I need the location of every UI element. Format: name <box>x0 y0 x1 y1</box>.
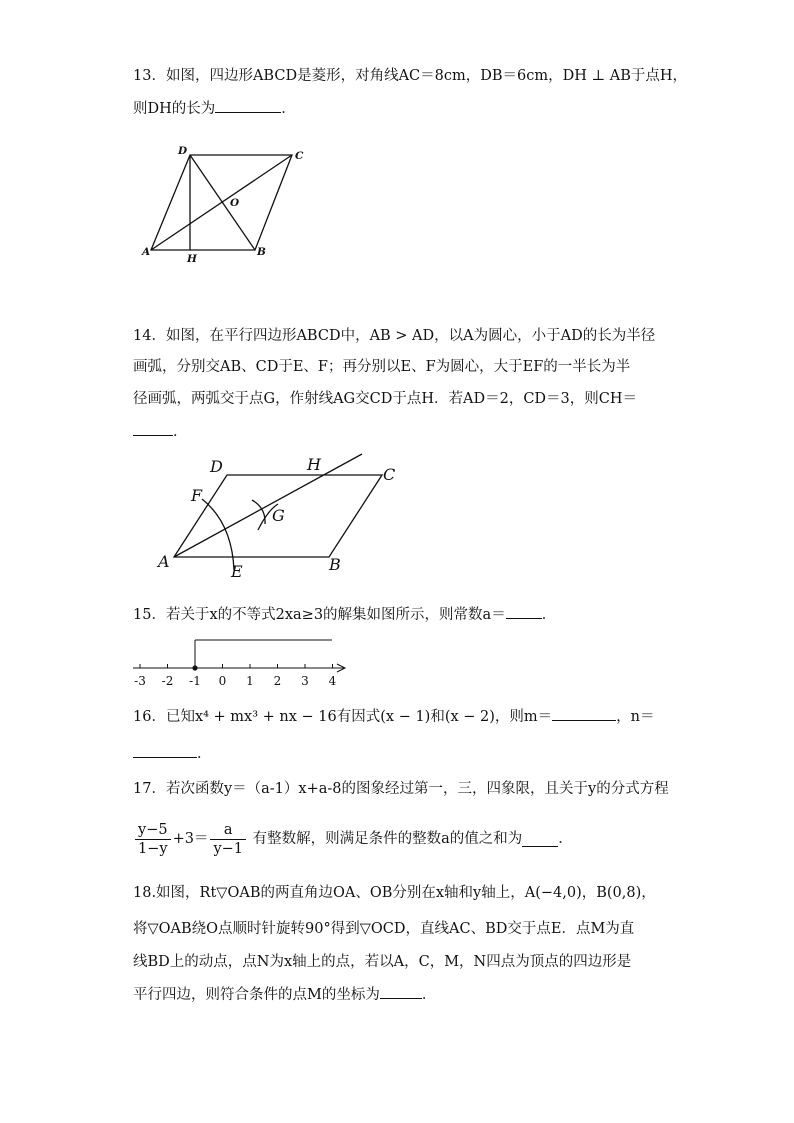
q16-answer-blank-m <box>552 706 616 721</box>
tick-label: 3 <box>301 674 309 688</box>
arc-ef <box>202 499 234 570</box>
q17-line-1: 17．若次函数y＝（a-1）x+a-8的图象经过第一，三，四象限，且关于y的分式方程 <box>133 781 669 797</box>
q18-line-4 <box>133 984 436 1005</box>
q15-number-line <box>130 632 355 690</box>
q15-line-1-text: 15．若关于x的不等式2xa≥3的解集如图所示，则常数a＝ <box>133 607 506 623</box>
label-c: C <box>383 465 396 484</box>
label-d: D <box>210 457 223 476</box>
fraction-1-denominator: 1−y <box>138 840 168 857</box>
label-e: E <box>231 562 243 581</box>
q17-answer-blank <box>522 832 558 847</box>
q13-answer-blank <box>215 98 281 113</box>
q16-line-1-text: 16．已知x⁴ + mx³ + nx − 16有因式(x − 1)和(x − 2)，则m＝ <box>133 709 553 725</box>
q18-line-2: 将▽OAB绕O点顺时针旋转90°得到▽OCD，直线AC、BD交于点E．点M为直 <box>133 921 635 937</box>
q17-line-2 <box>133 820 573 858</box>
tick-label: 4 <box>328 674 337 688</box>
q15-line-1 <box>133 604 556 625</box>
q16-line-2 <box>133 743 212 764</box>
plus-three: +3＝ <box>172 831 209 847</box>
q13-line-2-text: 则DH的长为 <box>133 101 216 117</box>
tick-label: -3 <box>134 674 146 688</box>
label-c: C <box>295 150 304 162</box>
label-g: G <box>272 506 285 525</box>
solid-point <box>192 665 197 670</box>
q18-line-1: 18.如图，Rt▽OAB的两直角边OA、OB分别在x轴和y轴上，A(−4,0)，B(0,8)， <box>133 885 656 901</box>
q15-line-1-end: ． <box>541 607 557 623</box>
label-a: A <box>158 552 170 571</box>
fraction-1 <box>135 821 171 858</box>
q16-line-1 <box>133 706 655 727</box>
label-h: H <box>307 455 321 474</box>
label-b: B <box>329 555 341 574</box>
q16-answer-blank-n <box>133 743 197 758</box>
label-f: F <box>191 486 203 505</box>
label-d: D <box>178 145 188 157</box>
label-b: B <box>257 246 266 258</box>
q14-answer-blank <box>133 421 173 436</box>
tick-label: -2 <box>161 674 174 688</box>
q18-line-4-text: 平行四边，则符合条件的点M的坐标为 <box>133 987 380 1003</box>
q16-line-1-mid: ，n＝ <box>616 709 655 725</box>
tick-label: -1 <box>189 674 201 688</box>
q17-line-2-end: ． <box>558 831 573 847</box>
q18-line-3: 线BD上的动点，点N为x轴上的点，若以A，C，M，N四点为顶点的四边形是 <box>133 954 632 970</box>
fraction-2-denominator: y−1 <box>213 840 244 857</box>
q17-line-2-text: 有整数解，则满足条件的整数a的值之和为 <box>252 831 523 847</box>
q14-line-1: 14．如图，在平行四边形ABCD中，AB > AD，以A为圆心，小于AD的长为半径 <box>133 328 656 344</box>
q18-line-4-end: ． <box>421 987 437 1003</box>
tick-label: 1 <box>246 674 254 688</box>
diagonal-ac <box>151 155 292 250</box>
q14-line-2: 画弧，分别交AB、CD于E、F；再分别以E、F为圆心，大于EF的一半长为半 <box>133 359 631 375</box>
q14-line-4-end: ． <box>173 424 188 440</box>
tick-label: 0 <box>218 674 227 688</box>
fraction-2-numerator: a <box>210 821 246 840</box>
q13-rhombus-figure <box>138 140 318 265</box>
fraction-2 <box>210 821 246 858</box>
q14-line-3: 径画弧，两弧交于点G，作射线AG交CD于点H．若AD＝2，CD＝3，则CH＝ <box>133 391 638 407</box>
q13-line-2-end: ． <box>281 101 296 117</box>
label-a: A <box>142 246 151 258</box>
tick-label: 2 <box>273 674 282 688</box>
q13-line-1: 13．如图，四边形ABCD是菱形，对角线AC＝8cm，DB＝6cm，DH ⊥ AB于点H， <box>133 68 687 84</box>
q14-parallelogram-figure <box>152 448 412 583</box>
ray-ag <box>174 454 362 557</box>
q16-line-2-end: ． <box>197 746 212 762</box>
diagonal-db <box>190 155 255 250</box>
q14-line-4 <box>133 421 188 442</box>
q18-answer-blank <box>380 984 422 999</box>
fraction-1-numerator: y−5 <box>135 821 171 840</box>
q13-line-2 <box>133 98 296 119</box>
q15-answer-blank <box>506 604 542 619</box>
label-o: O <box>230 197 240 209</box>
label-h: H <box>187 253 197 265</box>
